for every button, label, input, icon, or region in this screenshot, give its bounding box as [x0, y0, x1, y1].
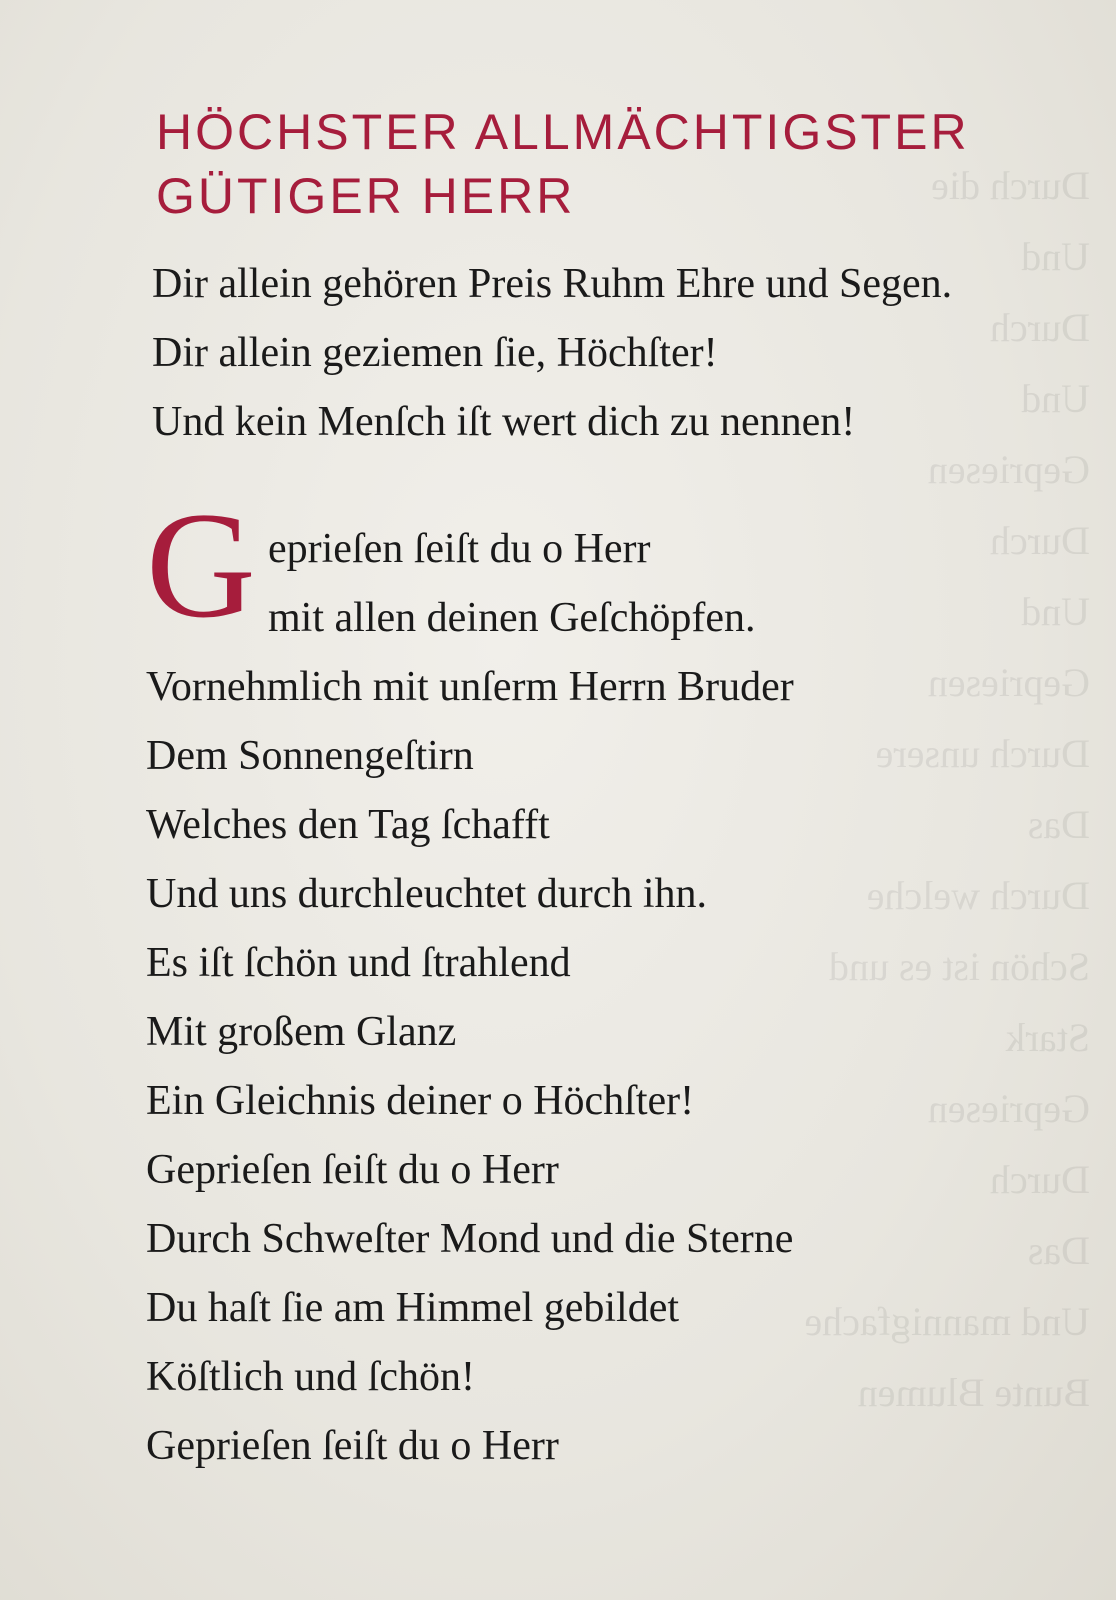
verse-line: Geprieſen ſeiſt du o Herr — [146, 1147, 559, 1193]
verse-line: Welches den Tag ſchafft — [146, 802, 550, 848]
verse-line: Du haſt ſie am Himmel gebildet — [146, 1285, 680, 1331]
verse-line: Und uns durchleuchtet durch ihn. — [146, 871, 708, 917]
verse-line: Mit großem Glanz — [146, 1009, 457, 1055]
stanza-1 — [152, 250, 1032, 457]
verse-line: Dem Sonnengeſtirn — [146, 733, 474, 779]
verse-line: mit allen deinen Geſchöpfen. — [268, 595, 756, 641]
drop-cap: G — [146, 481, 256, 649]
stanza-2 — [146, 515, 1026, 1481]
verse-line: Dir allein geziemen ſie, Höchſter! — [152, 330, 718, 376]
verse-line: Durch Schweſter Mond und die Sterne — [146, 1216, 794, 1262]
heading — [156, 100, 970, 228]
verse-line: Dir allein gehören Preis Ruhm Ehre und Segen. — [152, 261, 953, 307]
heading-line-1: HÖCHSTER ALLMÄCHTIGSTER — [156, 104, 970, 160]
heading-line-2: GÜTIGER HERR — [156, 168, 576, 224]
verse-line: Ein Gleichnis deiner o Höchſter! — [146, 1078, 695, 1124]
verse-line: eprieſen ſeiſt du o Herr — [268, 526, 651, 572]
verse-line: Es iſt ſchön und ſtrahlend — [146, 940, 571, 986]
show-through-text: Durch die Und Durch Und Gepriesen Durch Und Gepriesen Durch unsere Das Durch welche Schön ist es und Stark Gepriesen Durch Das Und mannigfache Bunte Blumen — [804, 163, 1090, 1415]
verse-line: Vornehmlich mit unſerm Herrn Bruder — [146, 664, 794, 710]
verse-line: Köſtlich und ſchön! — [146, 1354, 475, 1400]
verse-line: Geprieſen ſeiſt du o Herr — [146, 1423, 559, 1469]
verse-line: Und kein Menſch iſt wert dich zu nennen! — [152, 399, 856, 445]
